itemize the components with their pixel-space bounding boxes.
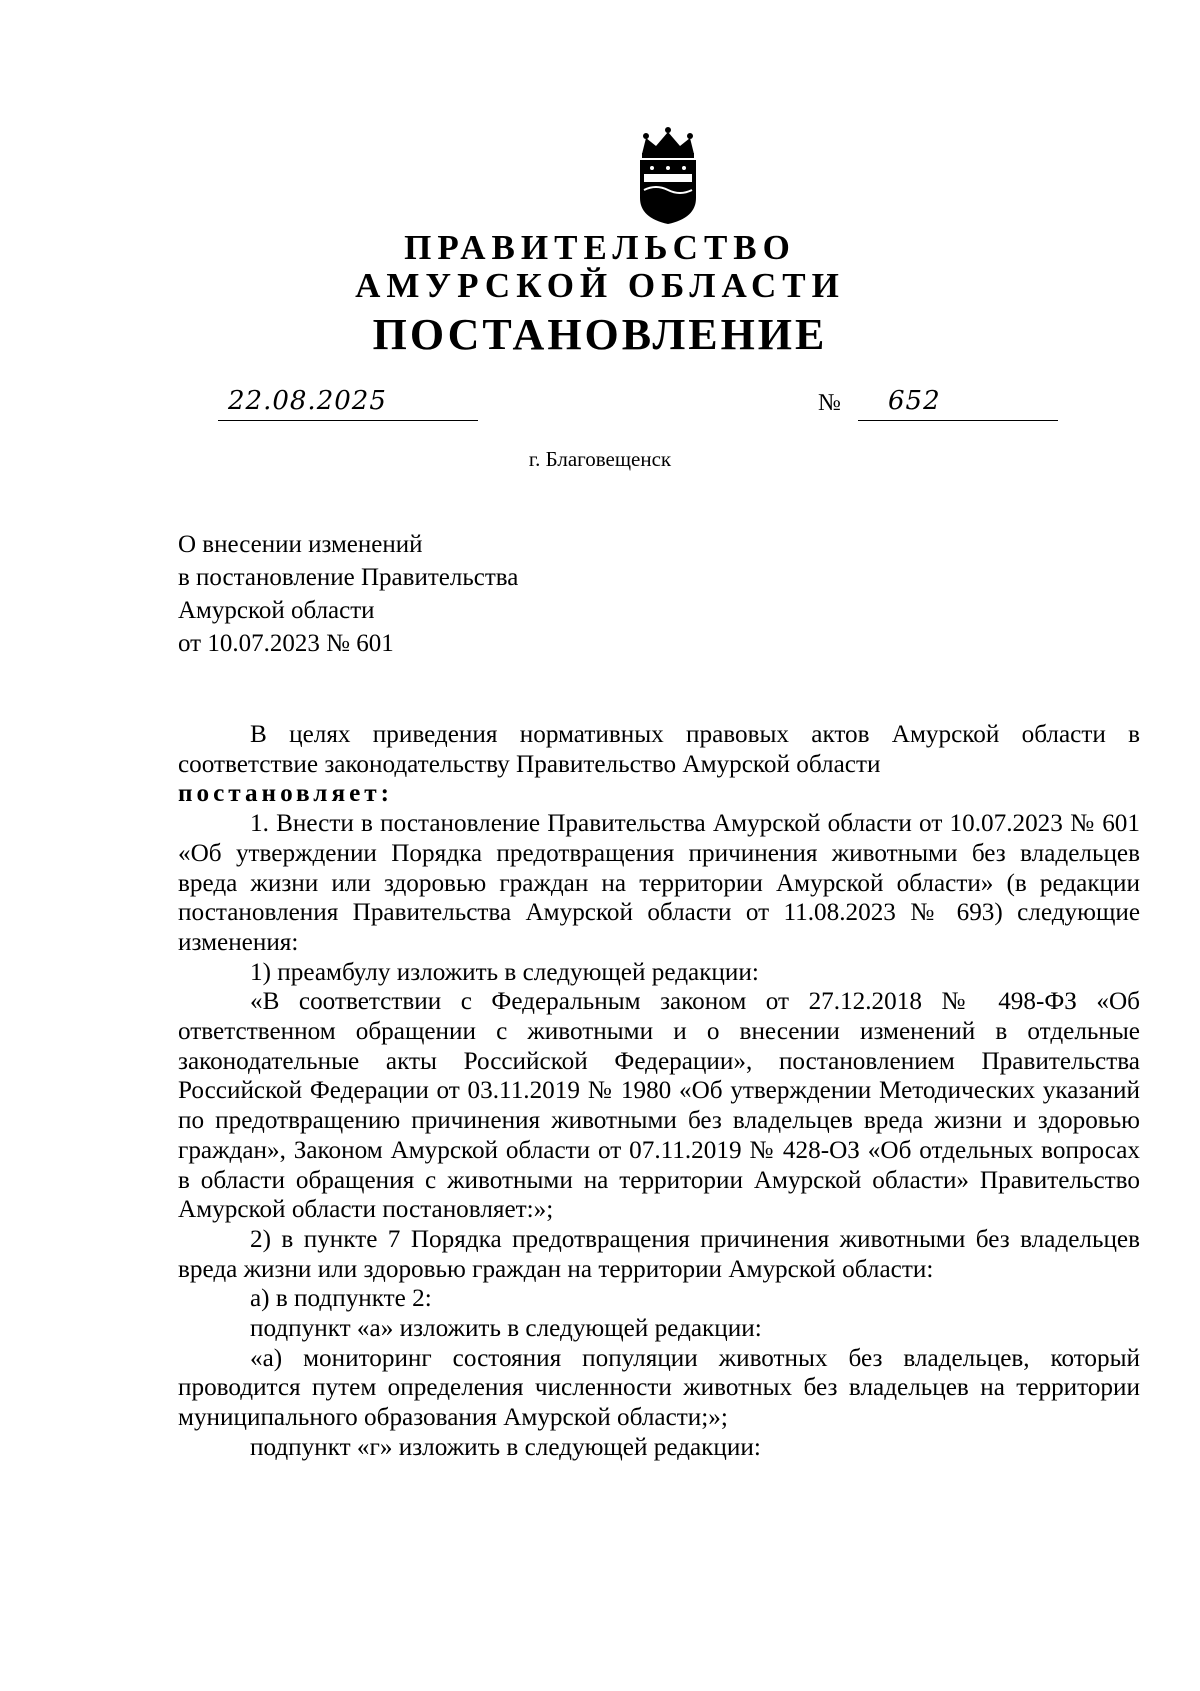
body-paragraph: «В соответствии с Федеральным законом от 27.12.2018 № 498-ФЗ «Об ответственном обращении с животными и о внесении изменений в отдельные законодательные акты Российской Федерации», постановлением Правительства Российской Федерации от 03.11.2019 № 1980 «Об утверждении Методических указаний по предотвращению причинения животными без владельцев вреда жизни и здоровью граждан», Законом Амурской области от 07.11.2019 № 428-ОЗ «Об отдельных вопросах в области обращения с животными на территории Амурской области» Правительство Амурской области постановляет:»; (178, 988, 1140, 1224)
issuer-line-2: АМУРСКОЙ ОБЛАСТИ (355, 266, 845, 305)
subject-line: Амурской области (178, 597, 375, 624)
coat-of-arms-icon (628, 126, 708, 226)
subject-line: в постановление Правительства (178, 564, 519, 591)
handwritten-date: 22.08.2025 (228, 386, 387, 416)
body-paragraph: подпункт «г» изложить в следующей редакции: (250, 1433, 761, 1461)
document-subject (178, 528, 778, 660)
date-field (218, 384, 478, 421)
body-paragraph: «а) мониторинг состояния популяции животных без владельцев, который проводится путем определения численности животных без владельцев на территории муниципального образования Амурской области;»; (178, 1344, 1140, 1432)
number-label: № (818, 390, 841, 416)
body-paragraph: 2) в пункте 7 Порядка предотвращения причинения животными без владельцев вреда жизни или здоровью граждан на территории Амурской области: (178, 1225, 1140, 1283)
issuer-line-1: ПРАВИТЕЛЬСТВО (404, 228, 796, 267)
intro-paragraph: В целях приведения нормативных правовых актов Амурской области в соответствие законодательству Правительство Амурской области (178, 721, 1140, 778)
body-paragraph: подпункт «а» изложить в следующей редакции: (250, 1315, 762, 1343)
handwritten-number: 652 (888, 386, 941, 416)
body-paragraph: 1. Внести в постановление Правительства Амурской области от 10.07.2023 № 601 «Об утверждении Порядка предотвращения причинения животными без владельцев вреда жизни или здоровью граждан на территории Амурской области» (в редакции постановления Правительства Амурской области от 11.08.2023 № 693) следующие изменения: (178, 810, 1140, 956)
body-paragraph: 1) преамбулу изложить в следующей редакции: (250, 958, 759, 986)
body-paragraph: а) в подпункте 2: (250, 1285, 432, 1313)
number-field (858, 384, 1058, 421)
subject-line: от 10.07.2023 № 601 (178, 630, 394, 657)
city: г. Благовещенск (528, 447, 672, 471)
subject-line: О внесении изменений (178, 531, 423, 558)
document-body (178, 720, 1140, 1463)
decree-word: постановляет: (178, 780, 394, 808)
document-type: ПОСТАНОВЛЕНИЕ (372, 310, 828, 359)
